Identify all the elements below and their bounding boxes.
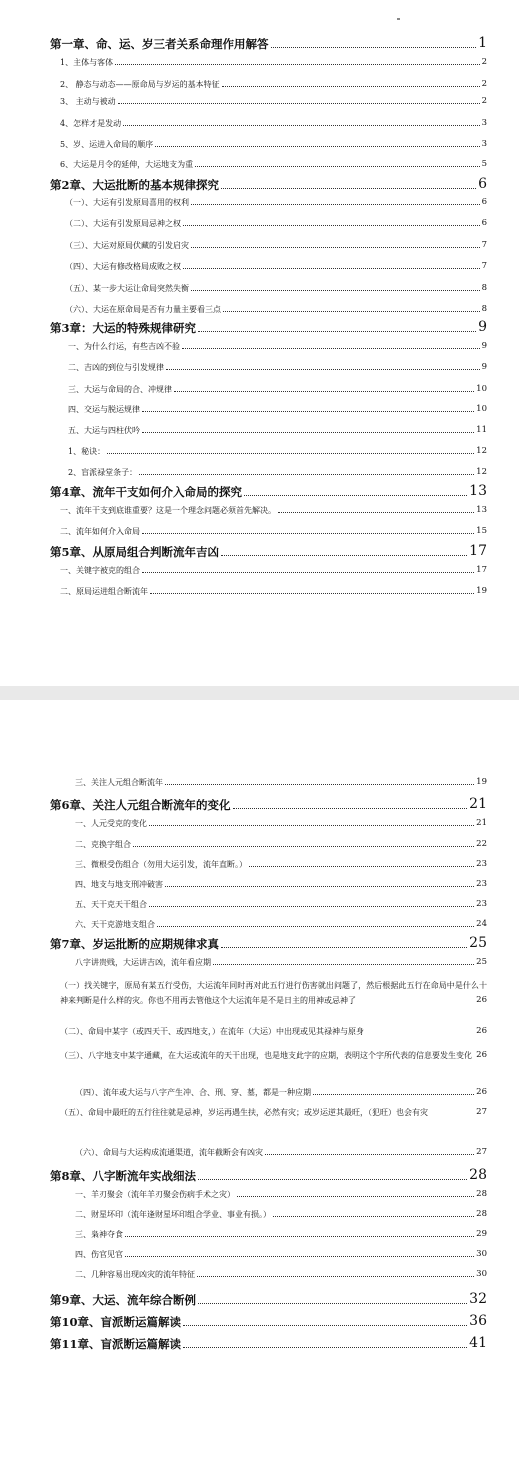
dot-leader — [149, 905, 474, 907]
dot-leader — [237, 1195, 474, 1197]
toc-entry-title: 八字讲贵贱，大运讲吉凶，流年看应期 — [75, 957, 211, 967]
toc-entry-title: 三、枭神夺食 — [75, 1229, 123, 1239]
dot-leader — [125, 1235, 474, 1237]
dot-leader — [149, 824, 474, 826]
toc-section-entry[interactable] — [75, 1250, 487, 1259]
dot-leader — [223, 310, 480, 312]
toc-page-number: 2 — [481, 79, 487, 89]
toc-entry-title: 第一章、命、运、岁三者关系命理作用解答 — [50, 36, 269, 51]
dot-leader — [198, 1178, 467, 1180]
dot-leader — [191, 246, 480, 248]
toc-page-number: 28 — [476, 1209, 487, 1219]
toc-entry-title: 4、怎样才是发动 — [60, 118, 122, 128]
toc-page-number: 3 — [481, 118, 487, 128]
toc-page-number: 3 — [481, 139, 487, 149]
toc-page-number: 23 — [476, 879, 487, 889]
toc-page-number: 28 — [476, 1189, 487, 1199]
toc-page-number: 21 — [476, 818, 487, 828]
toc-page-number: 5 — [481, 159, 487, 169]
toc-page-number: 2 — [481, 96, 487, 106]
toc-entry-title: 第11章、盲派断运篇解读 — [50, 1336, 182, 1351]
dot-leader — [183, 224, 480, 226]
toc-entry-title: 第5章、从原局组合判断流年吉凶 — [50, 544, 219, 559]
toc-page-number: 17 — [469, 543, 487, 559]
toc-section-entry[interactable] — [60, 97, 487, 106]
toc-entry-title: 三、大运与命局的合、冲规律 — [68, 384, 172, 394]
toc-page-number: 13 — [476, 505, 487, 515]
toc-page-number: 7 — [481, 240, 487, 250]
toc-page-number: 41 — [469, 1335, 487, 1351]
dot-leader — [183, 267, 480, 269]
toc-paragraph-entry[interactable] — [60, 1024, 487, 1039]
toc-section-entry[interactable] — [60, 527, 487, 536]
toc-page-number: 12 — [476, 446, 487, 456]
toc-entry-title: 一、流年干支到底谁重要？这是一个理念问题必须首先解决。 — [60, 505, 276, 515]
toc-entry-title: 二、流年如何介入命局 — [60, 526, 140, 536]
toc-page-number: 26 — [476, 1050, 487, 1060]
toc-page-number: 6 — [478, 176, 487, 192]
toc-section-entry[interactable] — [60, 160, 487, 169]
toc-page-number: 22 — [476, 839, 487, 849]
toc-paragraph-entry[interactable] — [60, 978, 487, 1008]
scan-mark — [397, 18, 400, 20]
toc-entry-title: 5、岁、运进入命局的顺序 — [60, 139, 154, 149]
toc-chapter-entry[interactable] — [50, 1168, 487, 1182]
toc-page-number: 25 — [469, 935, 487, 951]
toc-section-entry[interactable] — [75, 778, 487, 787]
toc-entry-title: （三）、大运对原局伏藏的引发启灾 — [65, 240, 189, 250]
toc-section-entry[interactable] — [75, 920, 487, 929]
toc-page-number: 26 — [476, 1087, 487, 1097]
toc-chapter-entry[interactable] — [50, 544, 487, 558]
toc-page-number: 17 — [476, 565, 487, 575]
toc-entry-title: 六、天干克游地支组合 — [75, 919, 155, 929]
toc-chapter-entry[interactable] — [50, 1292, 487, 1306]
toc-entry-title: 二、财星坏印（流年逢财星坏印组合学业、事业有损。） — [75, 1209, 271, 1219]
toc-page-number: 8 — [481, 283, 487, 293]
dot-leader — [313, 1093, 474, 1095]
toc-section-entry[interactable] — [60, 587, 487, 596]
toc-entry-title: 五、天干克天干组合 — [75, 899, 147, 909]
toc-section-entry[interactable] — [75, 880, 487, 889]
toc-entry-title: 四、地支与地支刑冲破害 — [75, 879, 163, 889]
toc-entry-title: （二）、大运有引发原局忌神之权 — [65, 218, 181, 228]
toc-section-entry[interactable] — [75, 1088, 487, 1097]
toc-page-number: 30 — [476, 1269, 487, 1279]
toc-entry-title: 第3章：大运的特殊规律研究 — [50, 320, 197, 335]
dot-leader — [142, 431, 474, 433]
toc-section-entry[interactable] — [60, 506, 487, 515]
toc-section-entry[interactable] — [75, 1210, 487, 1219]
dot-leader — [249, 865, 474, 867]
toc-page-number: 25 — [476, 957, 487, 967]
toc-section-entry[interactable] — [65, 284, 487, 293]
dot-leader — [278, 511, 474, 513]
dot-leader — [233, 807, 468, 809]
dot-leader — [221, 946, 467, 948]
toc-page-number: 13 — [469, 483, 487, 499]
dot-leader — [166, 368, 480, 370]
dot-leader — [182, 347, 480, 349]
toc-chapter-entry[interactable] — [50, 177, 487, 191]
toc-entry-title: （一）找关键字，原局有某五行受伤，大运流年同时再对此五行进行伤害就出问题了，然后根据此五行在命局中是什么十神来判断是什么样的灾。你也不用再去管他这个大运流年是不是日主的用神或忌神了 — [60, 981, 487, 1005]
dot-leader — [191, 203, 480, 205]
toc-section-entry[interactable] — [65, 262, 487, 271]
toc-section-entry[interactable] — [60, 80, 487, 89]
toc-paragraph-entry[interactable] — [60, 1048, 487, 1063]
dot-leader — [221, 554, 467, 556]
toc-section-entry[interactable] — [65, 305, 487, 314]
toc-page-number: 30 — [476, 1249, 487, 1259]
dot-leader — [125, 1255, 474, 1257]
toc-entry-title: 第7章、岁运批断的应期规律求真 — [50, 936, 219, 951]
dot-leader — [165, 885, 474, 887]
toc-page-number: 24 — [476, 919, 487, 929]
toc-page-number: 1 — [478, 35, 487, 51]
toc-page-number: 27 — [476, 1147, 487, 1157]
toc-section-entry[interactable] — [75, 1270, 487, 1279]
dot-leader — [273, 1215, 474, 1217]
toc-page-number: 10 — [476, 384, 487, 394]
toc-section-entry[interactable] — [60, 58, 487, 67]
dot-leader — [195, 165, 479, 167]
toc-entry-title: 2、盲派禄堂条子： — [68, 467, 138, 477]
toc-page-number: 6 — [481, 197, 487, 207]
toc-section-entry[interactable] — [75, 1148, 487, 1157]
toc-chapter-entry[interactable] — [50, 1314, 487, 1328]
toc-page-number: 12 — [476, 467, 487, 477]
toc-page-number: 7 — [481, 261, 487, 271]
toc-entry-title: （五）、某一步大运让命局突然失衡 — [65, 283, 189, 293]
toc-entry-title: 五、大运与四柱伏吟 — [68, 425, 140, 435]
dot-leader — [191, 289, 480, 291]
toc-section-entry[interactable] — [65, 219, 487, 228]
dot-leader — [183, 1346, 467, 1348]
toc-chapter-entry[interactable] — [50, 484, 487, 498]
toc-section-entry[interactable] — [68, 405, 487, 414]
toc-chapter-entry[interactable] — [50, 1336, 487, 1350]
dot-leader — [142, 532, 474, 534]
toc-entry-title: （五）、命局中最旺的五行往往就是忌神，岁运再遇生扶，必然有灾；或岁运逆其最旺，（犯旺）也会有灾 — [60, 1108, 428, 1117]
toc-entry-title: 一、关键字被克的组合 — [60, 565, 140, 575]
toc-page-number: 21 — [469, 796, 487, 812]
toc-chapter-entry[interactable] — [50, 797, 487, 811]
toc-entry-title: 第8章、八字断流年实战细法 — [50, 1168, 197, 1183]
toc-page-number: 36 — [469, 1313, 487, 1329]
dot-leader — [198, 330, 476, 332]
toc-page-number: 6 — [481, 218, 487, 228]
toc-entry-title: 二、吉凶的到位与引发规律 — [68, 362, 164, 372]
toc-entry-title: 二、克换字组合 — [75, 839, 131, 849]
dot-leader — [222, 85, 480, 87]
toc-page-number: 10 — [476, 404, 487, 414]
toc-entry-title: 1、主体与客体 — [60, 57, 114, 67]
toc-entry-title: 四、伤官见官 — [75, 1249, 123, 1259]
dot-leader — [198, 1302, 467, 1304]
toc-entry-title: 二、几种容易出现凶灾的流年特征 — [75, 1269, 195, 1279]
toc-section-entry[interactable] — [68, 342, 487, 351]
toc-entry-title: 第4章、流年干支如何介入命局的探究 — [50, 484, 242, 499]
toc-entry-title: （三）、八字地支中某字通藏，在大运或流年的天干出现，也是地支此字的应期，表明这个字所代表的信息要发生变化 — [60, 1051, 472, 1060]
toc-entry-title: 第6章、关注人元组合断流年的变化 — [50, 797, 231, 812]
toc-entry-title: （四）、大运有修改格局成败之权 — [65, 261, 181, 271]
toc-entry-title: （二）、命局中某字（或四天干、或四地支，）在流年（大运）中出现或见其禄神与原身 — [60, 1027, 364, 1036]
toc-entry-title: 第9章、大运、流年综合断例 — [50, 1292, 197, 1307]
toc-section-entry[interactable] — [68, 363, 487, 372]
document-page-1 — [0, 0, 519, 686]
toc-page-number: 23 — [476, 859, 487, 869]
toc-entry-title: 一、为什么行运，有些吉凶不验 — [68, 341, 180, 351]
toc-section-entry[interactable] — [60, 140, 487, 149]
toc-section-entry[interactable] — [60, 119, 487, 128]
toc-section-entry[interactable] — [68, 385, 487, 394]
toc-section-entry[interactable] — [75, 900, 487, 909]
toc-entry-title: 二、原局运进组合断流年 — [60, 586, 148, 596]
dot-leader — [213, 963, 474, 965]
dot-leader — [142, 571, 474, 573]
toc-paragraph-entry[interactable] — [60, 1105, 487, 1120]
toc-page-number: 15 — [476, 526, 487, 536]
dot-leader — [165, 783, 474, 785]
toc-section-entry[interactable] — [75, 819, 487, 828]
toc-section-entry[interactable] — [75, 1190, 487, 1199]
dot-leader — [155, 145, 479, 147]
toc-entry-title: 1、秘诀： — [68, 446, 106, 456]
toc-section-entry[interactable] — [75, 840, 487, 849]
dot-leader — [107, 452, 474, 454]
dot-leader — [197, 1275, 474, 1277]
toc-section-entry[interactable] — [75, 860, 487, 869]
dot-leader — [118, 102, 480, 104]
dot-leader — [133, 845, 474, 847]
toc-entry-title: 一、人元受克的变化 — [75, 818, 147, 828]
dot-leader — [244, 494, 467, 496]
toc-section-entry[interactable] — [68, 447, 487, 456]
toc-page-number: 29 — [476, 1229, 487, 1239]
toc-section-entry[interactable] — [65, 241, 487, 250]
toc-chapter-entry[interactable] — [50, 320, 487, 334]
toc-page-number: 28 — [469, 1167, 487, 1183]
dot-leader — [265, 1153, 474, 1155]
toc-entry-title: 3、 主动与被动 — [60, 96, 116, 106]
dot-leader — [115, 63, 479, 65]
toc-entry-title: 三、微根受伤组合（勿用大运引发，流年直断。） — [75, 859, 247, 869]
dot-leader — [142, 410, 474, 412]
toc-page-number: 2 — [481, 57, 487, 67]
toc-entry-title: 三、关注人元组合断流年 — [75, 777, 163, 787]
toc-section-entry[interactable] — [75, 1230, 487, 1239]
toc-section-entry[interactable] — [68, 468, 487, 477]
toc-page-number: 19 — [476, 586, 487, 596]
toc-entry-title: （六）、命局与大运构成流通渠道，流年截断会有凶灾 — [75, 1147, 263, 1157]
toc-entry-title: 一、羊刃聚会（流年羊刃聚会伤病手术之灾） — [75, 1189, 235, 1199]
dot-leader — [157, 925, 474, 927]
toc-page-number: 32 — [469, 1291, 487, 1307]
toc-page-number: 9 — [478, 319, 487, 335]
toc-page-number: 26 — [476, 995, 487, 1005]
toc-page-number: 11 — [476, 425, 487, 435]
toc-section-entry[interactable] — [75, 958, 487, 967]
dot-leader — [221, 187, 476, 189]
toc-entry-title: 四、交运与脱运规律 — [68, 404, 140, 414]
toc-entry-title: （一）、大运有引发原局喜用的权利 — [65, 197, 189, 207]
document-page-2 — [0, 700, 519, 1474]
toc-page-number: 27 — [476, 1107, 487, 1117]
toc-entry-title: 2、 静态与动态——原命局与岁运的基本特征 — [60, 79, 220, 89]
toc-entry-title: 第2章、大运批断的基本规律探究 — [50, 177, 219, 192]
toc-chapter-entry[interactable] — [50, 36, 487, 50]
toc-page-number: 19 — [476, 777, 487, 787]
dot-leader — [139, 473, 474, 475]
dot-leader — [174, 390, 474, 392]
toc-section-entry[interactable] — [65, 198, 487, 207]
toc-page-number: 9 — [481, 341, 487, 351]
dot-leader — [271, 46, 477, 48]
toc-section-entry[interactable] — [68, 426, 487, 435]
dot-leader — [150, 592, 474, 594]
toc-page-number: 26 — [476, 1026, 487, 1036]
toc-page-number: 9 — [481, 362, 487, 372]
toc-chapter-entry[interactable] — [50, 936, 487, 950]
dot-leader — [183, 1324, 467, 1326]
toc-entry-title: （四）、流年或大运与八字产生冲、合、刑、穿、墓，都是一种应期 — [75, 1087, 311, 1097]
toc-section-entry[interactable] — [60, 566, 487, 575]
toc-entry-title: 第10章、盲派断运篇解读 — [50, 1314, 182, 1329]
toc-page-number: 23 — [476, 899, 487, 909]
dot-leader — [123, 124, 479, 126]
toc-entry-title: 6、大运是月令的延伸，大运地支为重 — [60, 159, 194, 169]
toc-entry-title: （六）、大运在原命局是否有力量主要看三点 — [65, 304, 221, 314]
toc-page-number: 8 — [481, 304, 487, 314]
